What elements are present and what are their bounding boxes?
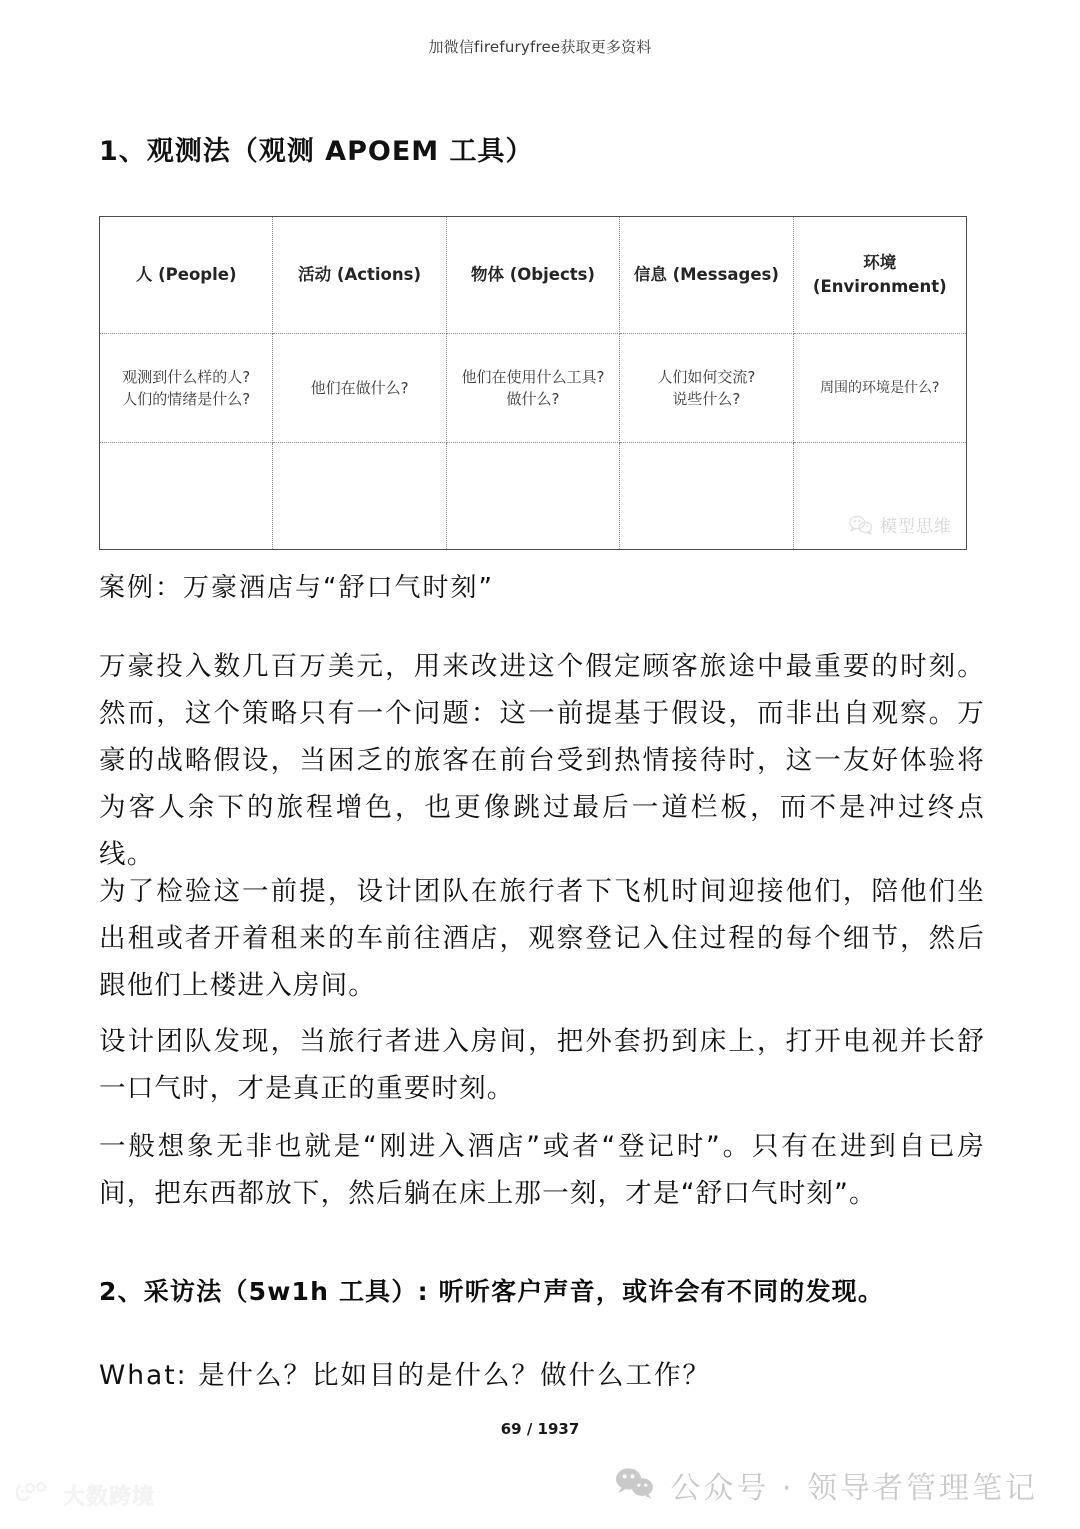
apoem-table xyxy=(99,216,967,550)
header-messages-cn: 信息 xyxy=(633,265,667,285)
header-environment-en: (Environment) xyxy=(812,277,947,296)
table-cell-actions-question: 他们在做什么? xyxy=(273,334,446,443)
header-actions-en: (Actions) xyxy=(336,265,421,285)
case-paragraph-4: 一般想象无非也就是“刚进入酒店”或者“登记时”。只有在进到自已房间，把东西都放下，然后躺在床上那一刻，才是“舒口气时刻”。 xyxy=(99,1131,985,1209)
table-cell-objects-question: 他们在使用什么工具? 做什么? xyxy=(446,334,619,443)
header-actions-cn: 活动 xyxy=(298,265,332,285)
table-cell-actions-blank xyxy=(273,443,446,550)
header-messages-en: (Messages) xyxy=(672,265,779,285)
header-environment-cn: 环境 xyxy=(863,253,897,273)
case-paragraph-3: 设计团队发现，当旅行者进入房间，把外套扔到床上，打开电视并长舒一口气时，才是真正的重要时刻。 xyxy=(99,1026,985,1104)
header-people-cn: 人 xyxy=(135,265,153,285)
table-question-row xyxy=(100,334,967,443)
table-header-actions xyxy=(273,217,446,334)
case-title: 案例：万豪酒店与“舒口气时刻” xyxy=(99,573,494,603)
wechat-icon xyxy=(849,515,873,535)
table-watermark-label: 模型思维 xyxy=(880,517,952,537)
table-watermark xyxy=(849,512,952,537)
promo-header-text: 加微信firefuryfree获取更多资料 xyxy=(428,38,652,56)
footer-watermark-left xyxy=(14,1480,155,1511)
table-cell-environment-blank xyxy=(793,443,966,550)
case-paragraph-2: 为了检验这一前提，设计团队在旅行者下飞机时间迎接他们，陪他们坐出租或者开着租来的车前往酒店，观察登记入住过程的每个细节，然后跟他们上楼进入房间。 xyxy=(99,876,985,1001)
table-cell-people-blank xyxy=(100,443,273,550)
page-title-section-1: 1、观测法（观测 APOEM 工具） xyxy=(99,136,534,167)
table-cell-people-question: 观测到什么样的人? 人们的情绪是什么? xyxy=(100,334,273,443)
wechat-icon-footer xyxy=(614,1466,656,1505)
interview-what-line: What: 是什么？比如目的是什么？做什么工作？ xyxy=(99,1360,711,1391)
table-header-people xyxy=(100,217,273,334)
table-cell-messages-question: 人们如何交流? 说些什么? xyxy=(620,334,793,443)
table-header-row xyxy=(100,217,967,334)
footer-watermark-left-label: 大数跨境 xyxy=(63,1485,156,1510)
table-cell-objects-blank xyxy=(446,443,619,550)
dashukuajing-logo-icon xyxy=(14,1480,54,1511)
table-header-environment xyxy=(793,217,966,334)
footer-watermark-right xyxy=(614,1463,1038,1507)
header-objects-en: (Objects) xyxy=(509,265,595,285)
header-people-en: (People) xyxy=(158,265,237,285)
page-number: 69 / 1937 xyxy=(500,1420,580,1438)
page-title-section-2: 2、采访法（5w1h 工具）: 听听客户声音，或许会有不同的发现。 xyxy=(99,1277,885,1306)
table-cell-messages-blank xyxy=(620,443,793,550)
table-blank-row xyxy=(100,443,967,550)
case-paragraph-1: 万豪投入数几百万美元，用来改进这个假定顾客旅途中最重要的时刻。然而，这个策略只有一个问题：这一前提基于假设，而非出自观察。万豪的战略假设，当困乏的旅客在前台受到热情接待时，这一友好体验将为客人余下的旅程增色，也更像跳过最后一道栏板，而不是冲过终点线。 xyxy=(99,651,985,870)
table-header-objects xyxy=(446,217,619,334)
table-header-messages xyxy=(620,217,793,334)
table-cell-environment-question: 周围的环境是什么? xyxy=(793,334,966,443)
footer-watermark-right-label: 公众号 · 领导者管理笔记 xyxy=(670,1471,1038,1506)
header-objects-cn: 物体 xyxy=(470,265,504,285)
